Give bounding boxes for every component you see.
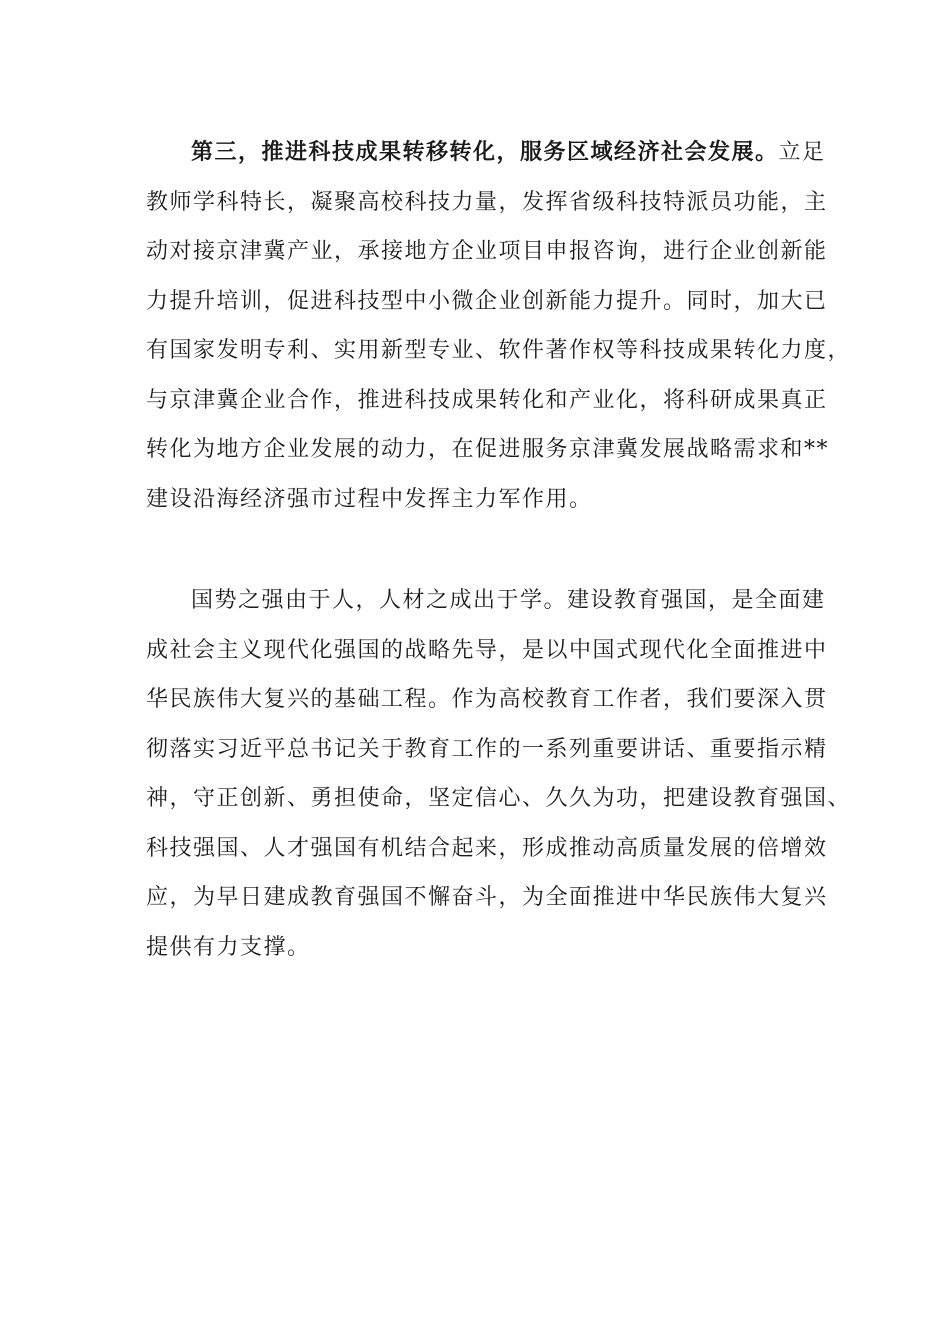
paragraph-line: 与京津冀企业合作，推进科技成果转化和产业化，将科研成果真正	[146, 387, 828, 413]
paragraph-line	[146, 128, 826, 178]
paragraph-line: 建设沿海经济强市过程中发挥主力军作用。	[146, 486, 593, 512]
paragraph-line: 有国家发明专利、实用新型专业、软件著作权等科技成果转化力度，	[146, 338, 852, 363]
paragraph-line: 力提升培训，促进科技型中小微企业创新能力提升。同时，加大已	[146, 288, 828, 314]
paragraph-line: 华民族伟大复兴的基础工程。作为高校教育工作者，我们要深入贯	[146, 687, 828, 712]
paragraph-line: 教师学科特长，凝聚高校科技力量，发挥省级科技特派员功能，主	[146, 189, 828, 215]
paragraph-line: 转化为地方企业发展的动力，在促进服务京津冀发展战略需求和**	[146, 437, 830, 462]
paragraph-line-text: 立足	[778, 140, 826, 165]
paragraph-line: 提供有力支撑。	[146, 934, 311, 960]
paragraph-conclusion	[146, 576, 852, 972]
paragraph-tech-transfer	[146, 128, 852, 524]
paragraph-line: 国势之强由于人，人材之成出于学。建设教育强国，是全面建	[191, 588, 826, 613]
paragraph-line: 神，守正创新、勇担使命，坚定信心、久久为功，把建设教育强国、	[146, 786, 852, 811]
paragraph-lead-heading: 第三，推进科技成果转移转化，服务区域经济社会发展。	[191, 139, 779, 165]
paragraph-line: 成社会主义现代化强国的战略先导，是以中国式现代化全面推进中	[146, 637, 828, 663]
paragraph-line: 彻落实习近平总书记关于教育工作的一系列重要讲话、重要指示精	[146, 736, 828, 762]
paragraph-line: 科技强国、人才强国有机结合起来，形成推动高质量发展的倍增效	[146, 835, 828, 861]
paragraph-line: 动对接京津冀产业，承接地方企业项目申报咨询，进行企业创新能	[146, 239, 828, 264]
paragraph-line: 应，为早日建成教育强国不懈奋斗，为全面推进中华民族伟大复兴	[146, 885, 828, 910]
